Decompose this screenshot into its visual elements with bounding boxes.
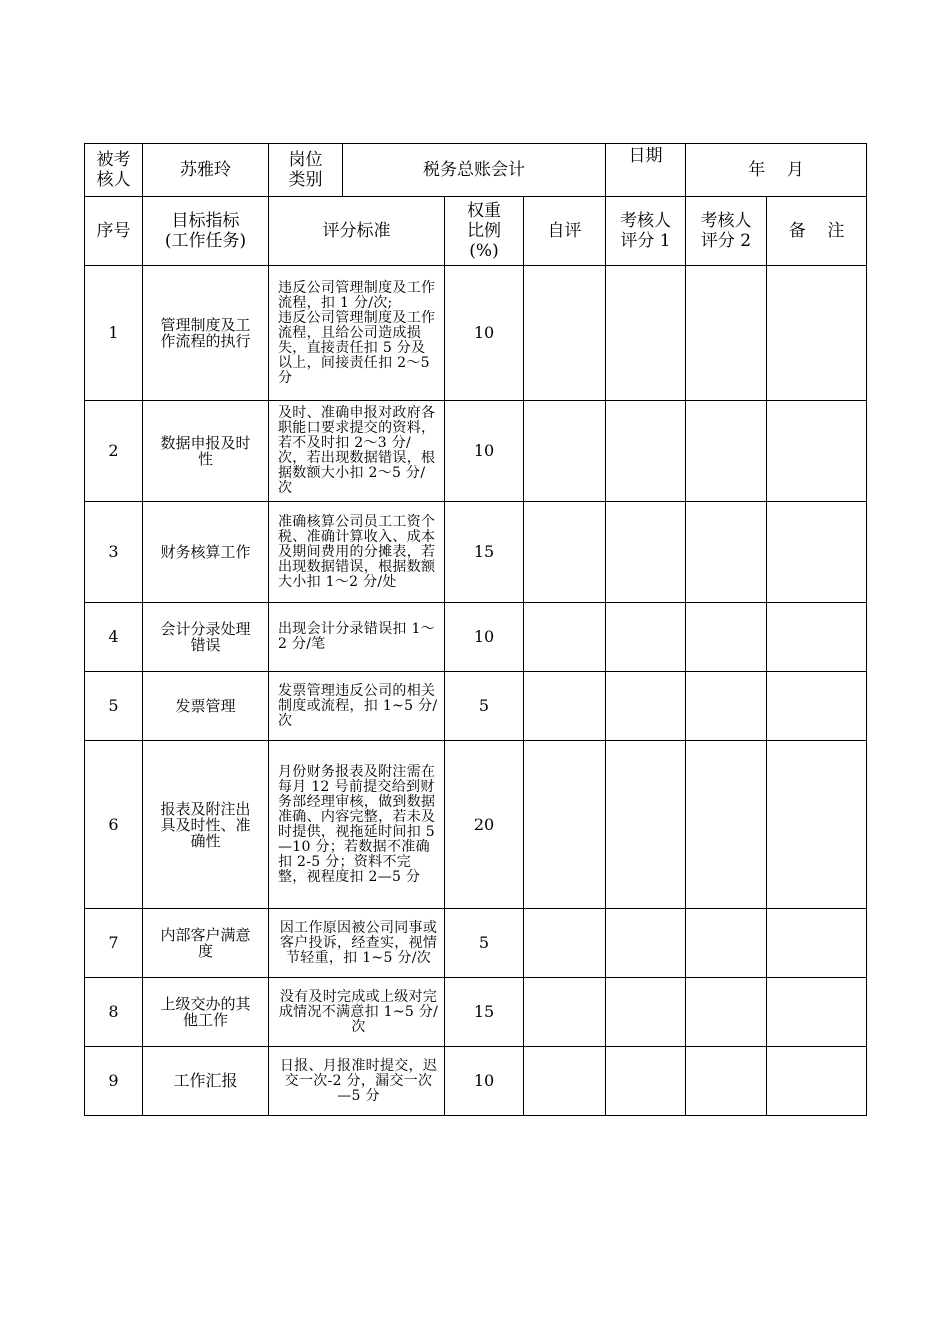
- header-seq: 序号: [85, 197, 143, 266]
- table-row: [85, 1047, 867, 1116]
- row-remark[interactable]: [767, 978, 867, 1047]
- row-remark[interactable]: [767, 603, 867, 672]
- row-weight: 10: [445, 603, 524, 672]
- row-seq: 4: [85, 603, 143, 672]
- row-self-score[interactable]: [524, 672, 606, 741]
- row-self-score[interactable]: [524, 401, 606, 502]
- table-row: [85, 909, 867, 978]
- row-assessor2-score[interactable]: [686, 266, 767, 401]
- row-standard: 因工作原因被公司同事或客户投诉，经查实，视情节轻重，扣 1~5 分/次: [269, 909, 445, 978]
- examinee-label: 被考 核人: [85, 144, 143, 197]
- row-self-score[interactable]: [524, 741, 606, 909]
- table-row: [85, 741, 867, 909]
- row-seq: 6: [85, 741, 143, 909]
- post-value: 税务总账会计: [343, 144, 606, 197]
- row-weight: 15: [445, 978, 524, 1047]
- row-self-score[interactable]: [524, 909, 606, 978]
- row-standard: 准确核算公司员工工资个税、准确计算收入、成本及期间费用的分摊表，若出现数据错误，根据数额大小扣 1～2 分/处: [269, 502, 445, 603]
- row-assessor2-score[interactable]: [686, 672, 767, 741]
- row-seq: 2: [85, 401, 143, 502]
- row-seq: 3: [85, 502, 143, 603]
- info-row: [85, 144, 867, 197]
- row-weight: 20: [445, 741, 524, 909]
- row-self-score[interactable]: [524, 502, 606, 603]
- row-seq: 7: [85, 909, 143, 978]
- row-seq: 1: [85, 266, 143, 401]
- column-header-row: [85, 197, 867, 266]
- row-remark[interactable]: [767, 672, 867, 741]
- row-seq: 5: [85, 672, 143, 741]
- row-standard: 月份财务报表及附注需在每月 12 号前提交给到财务部经理审核，做到数据准确、内容完整，若未及时提供，视拖延时间扣 5—10 分；若数据不准确扣 2-5 分；资料不完整，视程度扣 2—5 分: [269, 741, 445, 909]
- row-assessor2-score[interactable]: [686, 1047, 767, 1116]
- row-standard: 没有及时完成或上级对完成情况不满意扣 1~5 分/次: [269, 978, 445, 1047]
- row-target: 数据申报及时性: [143, 401, 269, 502]
- row-target: 财务核算工作: [143, 502, 269, 603]
- row-remark[interactable]: [767, 401, 867, 502]
- row-remark[interactable]: [767, 909, 867, 978]
- assessment-table: [84, 143, 867, 1116]
- assessment-form: [84, 143, 867, 1116]
- header-assessor1: 考核人 评分 1: [606, 197, 686, 266]
- row-remark[interactable]: [767, 266, 867, 401]
- table-row: [85, 266, 867, 401]
- header-standard: 评分标准: [269, 197, 445, 266]
- header-target: 目标指标 (工作任务): [143, 197, 269, 266]
- row-weight: 5: [445, 909, 524, 978]
- row-assessor1-score[interactable]: [606, 502, 686, 603]
- row-standard: 发票管理违反公司的相关制度或流程，扣 1~5 分/次: [269, 672, 445, 741]
- row-assessor1-score[interactable]: [606, 672, 686, 741]
- row-self-score[interactable]: [524, 266, 606, 401]
- header-weight: 权重 比例 (%): [445, 197, 524, 266]
- row-assessor1-score[interactable]: [606, 266, 686, 401]
- examinee-name: 苏雅玲: [143, 144, 269, 197]
- header-self: 自评: [524, 197, 606, 266]
- post-label: 岗位 类别: [269, 144, 343, 197]
- row-standard: 违反公司管理制度及工作流程，扣 1 分/次; 违反公司管理制度及工作流程，且给公司造成损失，直接责任扣 5 分及以上，间接责任扣 2～5 分: [269, 266, 445, 401]
- row-assessor1-score[interactable]: [606, 978, 686, 1047]
- row-remark[interactable]: [767, 1047, 867, 1116]
- row-standard: 日报、月报准时提交，迟交一次-2 分，漏交一次—5 分: [269, 1047, 445, 1116]
- row-target: 上级交办的其他工作: [143, 978, 269, 1047]
- row-standard: 出现会计分录错误扣 1～2 分/笔: [269, 603, 445, 672]
- row-assessor2-score[interactable]: [686, 909, 767, 978]
- table-row: [85, 603, 867, 672]
- table-row: [85, 502, 867, 603]
- row-assessor2-score[interactable]: [686, 978, 767, 1047]
- header-assessor2: 考核人 评分 2: [686, 197, 767, 266]
- row-remark[interactable]: [767, 741, 867, 909]
- row-assessor1-score[interactable]: [606, 603, 686, 672]
- row-self-score[interactable]: [524, 978, 606, 1047]
- table-row: [85, 401, 867, 502]
- row-seq: 9: [85, 1047, 143, 1116]
- row-target: 发票管理: [143, 672, 269, 741]
- row-standard: 及时、准确申报对政府各职能口要求提交的资料，若不及时扣 2～3 分/次，若出现数据错误，根据数额大小扣 2～5 分/次: [269, 401, 445, 502]
- row-self-score[interactable]: [524, 603, 606, 672]
- row-weight: 15: [445, 502, 524, 603]
- row-self-score[interactable]: [524, 1047, 606, 1116]
- row-assessor1-score[interactable]: [606, 1047, 686, 1116]
- row-weight: 5: [445, 672, 524, 741]
- row-seq: 8: [85, 978, 143, 1047]
- row-weight: 10: [445, 1047, 524, 1116]
- row-assessor2-score[interactable]: [686, 401, 767, 502]
- row-remark[interactable]: [767, 502, 867, 603]
- table-row: [85, 978, 867, 1047]
- row-target: 内部客户满意度: [143, 909, 269, 978]
- row-assessor2-score[interactable]: [686, 741, 767, 909]
- row-assessor1-score[interactable]: [606, 401, 686, 502]
- row-target: 报表及附注出具及时性、准确性: [143, 741, 269, 909]
- row-target: 工作汇报: [143, 1047, 269, 1116]
- row-weight: 10: [445, 266, 524, 401]
- header-remark: 备 注: [767, 197, 867, 266]
- table-row: [85, 672, 867, 741]
- row-weight: 10: [445, 401, 524, 502]
- row-assessor2-score[interactable]: [686, 603, 767, 672]
- row-target: 会计分录处理错误: [143, 603, 269, 672]
- date-value: 年 月: [686, 144, 867, 197]
- row-assessor2-score[interactable]: [686, 502, 767, 603]
- date-label: 日期: [606, 144, 686, 197]
- row-assessor1-score[interactable]: [606, 909, 686, 978]
- row-target: 管理制度及工作流程的执行: [143, 266, 269, 401]
- row-assessor1-score[interactable]: [606, 741, 686, 909]
